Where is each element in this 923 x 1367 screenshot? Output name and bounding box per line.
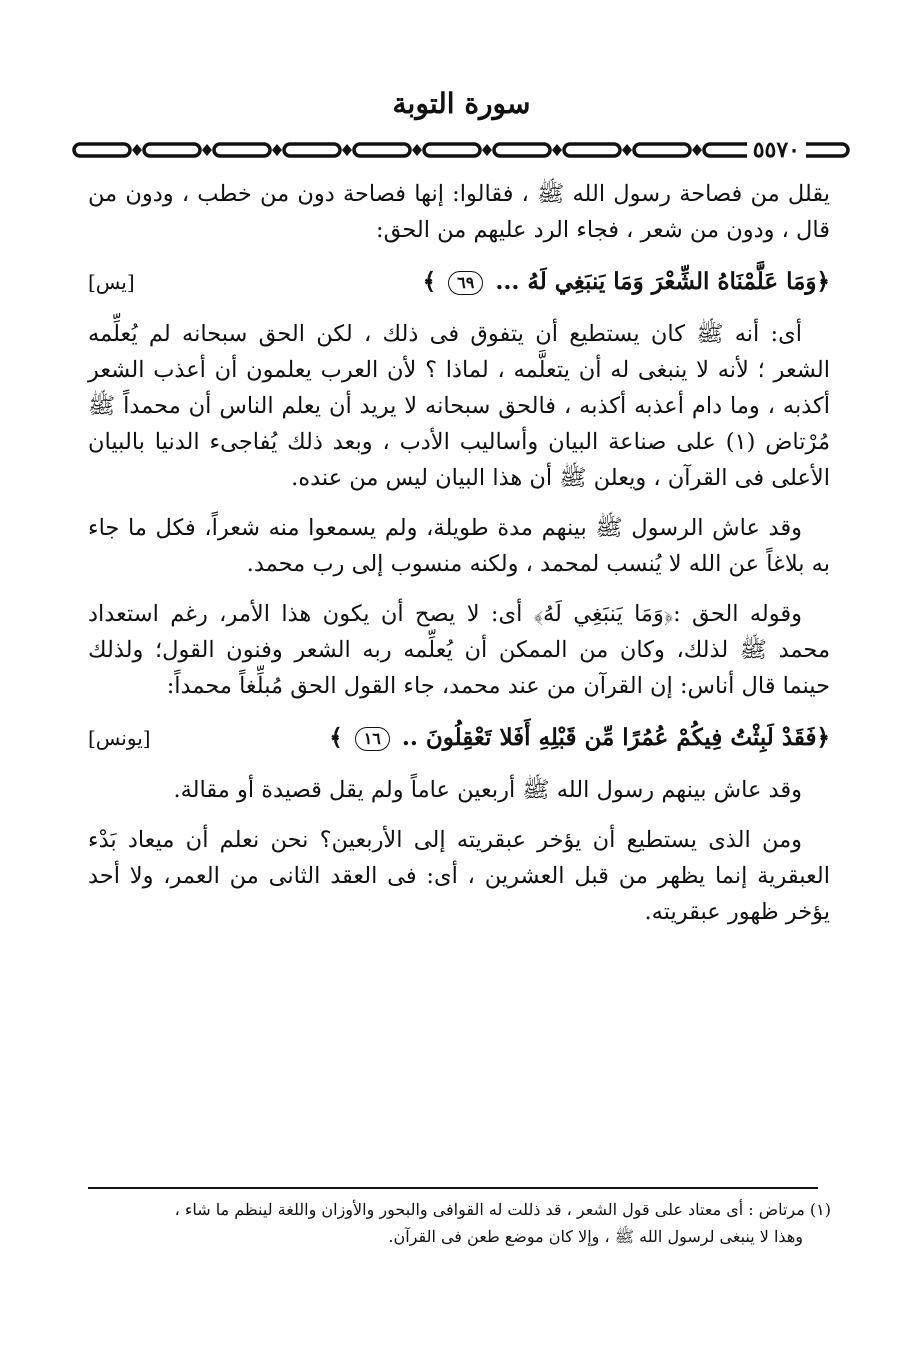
paragraph: وقد عاش الرسول ﷺ بينهم مدة طويلة، ولم يسمعوا منه شعراً، فكل ما جاء به بلاغاً عن الله لا يُنسب لمحمد ، ولكنه منسوب إلى رب محمد. (88, 515, 830, 577)
footnote: (١) مرتاض : أى معتاد على قول الشعر ، قد ذللت له القوافى والبحور والأوزان واللغة لينظم ما شاء ، (174, 1200, 831, 1219)
footnote-divider (88, 1187, 818, 1189)
verse-words: ﴿وَمَا عَلَّمْنَاهُ الشِّعْرَ وَمَا يَنبَغِي لَهُ ... (495, 268, 830, 295)
page-number: ٥٥٧٠ (747, 136, 806, 164)
surah-reference: [يس] (88, 270, 135, 294)
quran-verse (88, 718, 830, 758)
paragraph: وقد عاش بينهم رسول الله ﷺ أربعين عاماً ولم يقل قصيدة أو مقالة. (173, 777, 802, 803)
chain-ornament (70, 136, 850, 164)
verse-text (329, 718, 830, 758)
paragraph: وقوله الحق :﴿وَمَا يَنبَغِي لَهُ﴾ أى: لا يصح أن يكون هذا الأمر، رغم استعداد محمد ﷺ لذلك، وكان من الممكن أن يُعلِّمه ربه الشعر وفنون القول؛ ولذلك حينما قال أناس: إن القرآن من عند محمد، جاء القول الحق مُبلِّغاً محمداً: (88, 601, 830, 699)
paragraph: يقلل من فصاحة رسول الله ﷺ ، فقالوا: إنها فصاحة دون من خطب ، ودون من قال ، ودون من شعر ، فجاء الرد عليهم من الحق: (88, 181, 830, 243)
ayah-number: ١٦ (355, 727, 390, 751)
verse-words: ﴿فَقَدْ لَبِثْتُ فِيكُمْ عُمُرًا مِّن قَبْلِهِ أَفَلا تَعْقِلُونَ .. (401, 724, 830, 751)
verse-close-bracket: ﴾ (422, 268, 437, 295)
surah-reference: [يونس] (88, 726, 151, 750)
footnote-continuation: وهذا لا ينبغى لرسول الله ﷺ ، وإلا كان موضع طعن فى القرآن. (388, 1227, 803, 1246)
verse-text (423, 262, 830, 302)
paragraph: أى: أنه ﷺ كان يستطيع أن يتفوق فى ذلك ، لكن الحق سبحانه لم يُعلِّمه الشعر ؛ لأنه لا ينبغى له أن يتعلَّمه ، لماذا ؟ لأن العرب يعلمون أن أعذب الشعر أكذبه ، وما دام أعذبه أكذبه ، فالحق سبحانه لا يريد أن يعلم الناس أن محمداً ﷺ مُرْتاض (١) على صناعة البيان وأساليب الأدب ، وبعد ذلك يُفاجىء الدنيا بالبيان الأعلى فى القرآن ، ويعلن ﷺ أن هذا البيان ليس من عنده. (88, 321, 830, 491)
verse-close-bracket: ﴾ (329, 724, 343, 751)
main-text (88, 176, 830, 930)
quran-verse (88, 262, 830, 302)
decorative-border (70, 136, 850, 164)
surah-title: سورة التوبة (392, 87, 531, 120)
footnotes (84, 1196, 831, 1250)
ayah-number: ٦٩ (448, 271, 483, 295)
paragraph: ومن الذى يستطيع أن يؤخر عبقريته إلى الأربعين؟ نحن نعلم أن ميعاد بَدْء العبقرية إنما يظهر من قبل العشرين ، أى: فى العقد الثانى من العمر، ولا أحد يؤخر ظهور عبقريته. (88, 827, 830, 925)
